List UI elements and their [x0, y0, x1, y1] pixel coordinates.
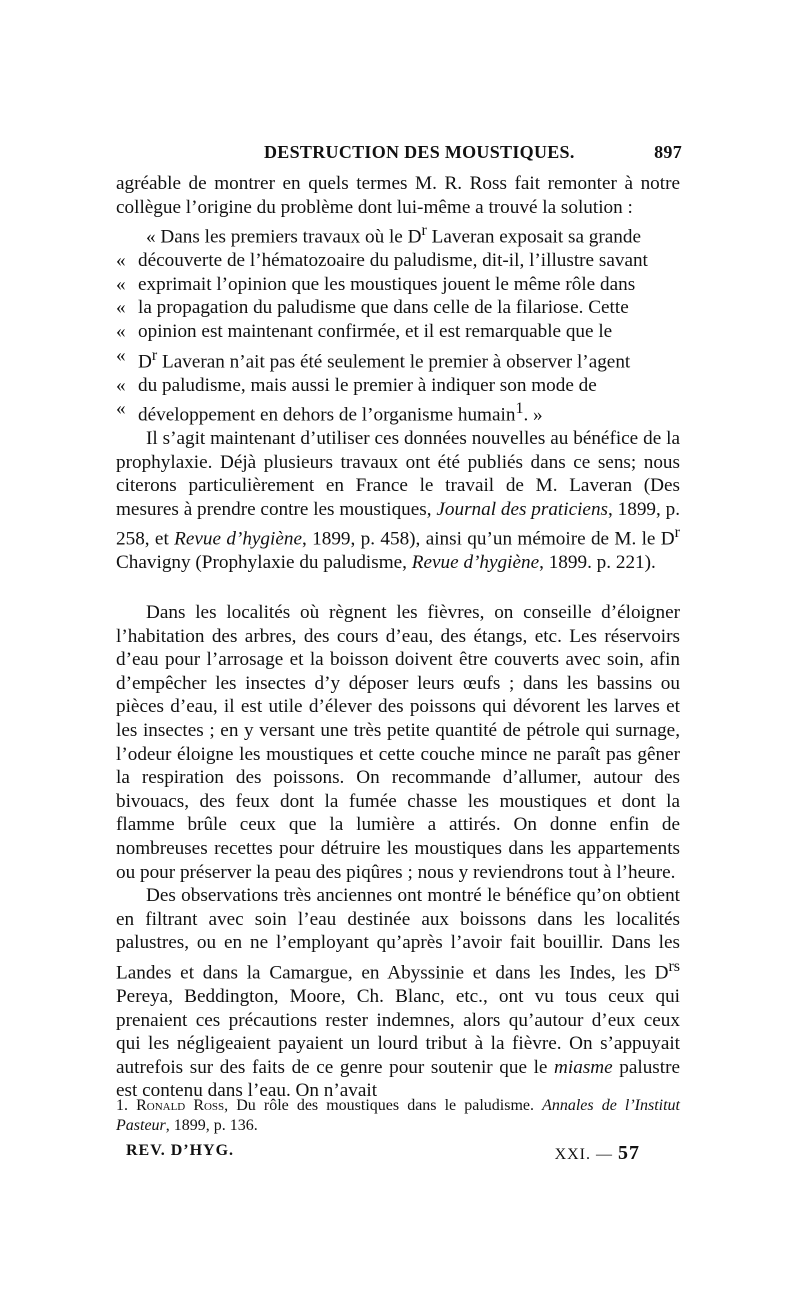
journal-title: Revue d’hygiène [174, 528, 302, 550]
paragraph-text: palustre est contenu dans l’eau. On n’avait [116, 1056, 680, 1102]
quote-text: D [138, 350, 152, 372]
footnote-number: 1. [116, 1097, 128, 1114]
footer-sheet-number: 57 [618, 1142, 640, 1164]
intro-text: agréable de montrer en quels termes M. R. Ross fait remonter à notre collègue l’origine du problème dont lui-même a trouvé la solution : [116, 173, 680, 218]
quote-line [116, 249, 680, 273]
superscript: r [421, 222, 427, 240]
quote-text: du paludisme, mais aussi le premier à indiquer son mode de [138, 374, 597, 396]
quote-text: Laveran n’ait pas été seulement le premier à observer l’agent [157, 350, 631, 372]
quote-mark: « [116, 273, 126, 295]
emphasis-text: miasme [554, 1056, 613, 1078]
paragraph-text: , 1899. p. 221). [539, 552, 656, 574]
quote-mark: « [116, 374, 126, 396]
quote-mark: « [116, 297, 126, 319]
quotation [116, 219, 680, 427]
footer-signature [555, 1142, 640, 1165]
footnote-text: , Du rôle des moustiques dans le paludisme. [224, 1097, 543, 1114]
quote-line [116, 397, 680, 427]
page-number: 897 [654, 142, 682, 162]
footnote-reference[interactable]: 1 [515, 400, 524, 418]
quote-text: Laveran exposait sa grande [426, 226, 641, 248]
quote-text: découverte de l’hématozoaire du paludisme, dit-il, l’illustre savant [138, 250, 648, 272]
body-text [116, 172, 680, 1103]
paragraph-text: Il s’agit maintenant d’utiliser ces données nouvelles au bénéfice de la prophylaxie. Déjà plusieurs travaux ont été publiés dans ce sens; nous citerons particulièrement en France le travail de M. Laveran (Des mesures à prendre contre les moustiques, [116, 428, 680, 520]
paragraph-text: Chavigny (Prophylaxie du paludisme, [116, 552, 412, 574]
quote-text: la propagation du paludisme que dans celle de la filariose. Cette [138, 297, 629, 319]
superscript: r [674, 524, 680, 542]
quote-line [116, 219, 680, 249]
journal-title: Journal des praticiens [436, 498, 609, 520]
quote-mark: « [116, 320, 126, 342]
paragraph-text: Des observations très anciennes ont montré le bénéfice qu’on obtient en filtrant avec soin l’eau destinée aux boissons dans les localités palustres, ou en ne l’employant qu’après l’avoir fait bouillir. Dans les Landes et dans la Camargue, en Abyssinie et dans les Indes, les D [116, 885, 680, 984]
footnote-journal: Annales de l’Institut Pasteur [116, 1097, 680, 1134]
running-title: DESTRUCTION DES MOUSTIQUES. [264, 142, 575, 162]
paragraph-text: Pereya, Beddington, Moore, Ch. Blanc, etc., ont vu tous ceux qui prenaient ces précautions rester indemnes, alors qu’autour d’eux ceux qui les négligeaient payaient un lourd tribut à la fièvre. On s’appuyait autrefois sur des faits de ce genre pour soutenir que le [116, 985, 680, 1078]
quote-mark: « [116, 344, 126, 366]
paragraph-prophylaxie [116, 427, 680, 575]
paragraph-text: , 1899, p. 458), ainsi qu’un mémoire de M. le D [301, 528, 675, 550]
quote-mark: « [116, 250, 126, 272]
footnote-text: , 1899, p. 136. [165, 1117, 258, 1134]
paragraph-text: Dans les localités où règnent les fièvres, on conseille d’éloigner l’habitation des arbres, des cours d’eau, des étangs, etc. Les réservoirs d’eau pour l’arrosage et la boisson doivent être couverts avec soin, afin d’empêcher les insectes d’y déposer leurs œufs ; dans les bassins ou pièces d’eau, il est utile d’élever des poissons qui dévorent les larves et les insectes ; en y versant une très petite quantité de pétrole qui surnage, l’odeur éloigne les moustiques et cette couche mince ne paraît pas gêner la respiration des poissons. On recommande d’allumer, autour des bivouacs, des feux dont la fumée chasse les moustiques et dont la flamme brûle ceux que la lumière a attirés. On donne enfin de nombreuses recettes pour détruire les moustiques dans les appartements ou pour préserver la peau des piqûres ; nous y reviendrons tout à l’heure. [116, 602, 680, 883]
superscript: rs [668, 957, 680, 975]
footer-journal-abbrev: REV. D’HYG. [126, 1142, 235, 1159]
paragraph-text: , 1899, p. 258, et [116, 498, 681, 550]
quote-line [116, 374, 680, 398]
quote-line [116, 273, 680, 297]
paragraph-observations [116, 884, 680, 1103]
quote-text: opinion est maintenant confirmée, et il est remarquable que le [138, 320, 613, 342]
footnote-author: Ronald Ross [136, 1097, 225, 1114]
footnote [116, 1096, 680, 1136]
quote-line [116, 344, 680, 374]
paragraph-intro [116, 172, 680, 219]
quote-mark: « [116, 398, 126, 420]
quote-text: exprimait l’opinion que les moustiques jouent le même rôle dans [138, 273, 636, 295]
footer-volume: XXI. — [554, 1146, 613, 1163]
superscript: r [151, 346, 158, 364]
quote-line [116, 296, 680, 320]
quote-text: « Dans les premiers travaux où le D [146, 226, 422, 248]
journal-title: Revue d’hygiène [411, 552, 540, 574]
quote-text: . » [523, 404, 543, 426]
paragraph-localites [116, 601, 680, 884]
quote-line [116, 320, 680, 344]
quote-text: développement en dehors de l’organisme humain [138, 404, 516, 426]
